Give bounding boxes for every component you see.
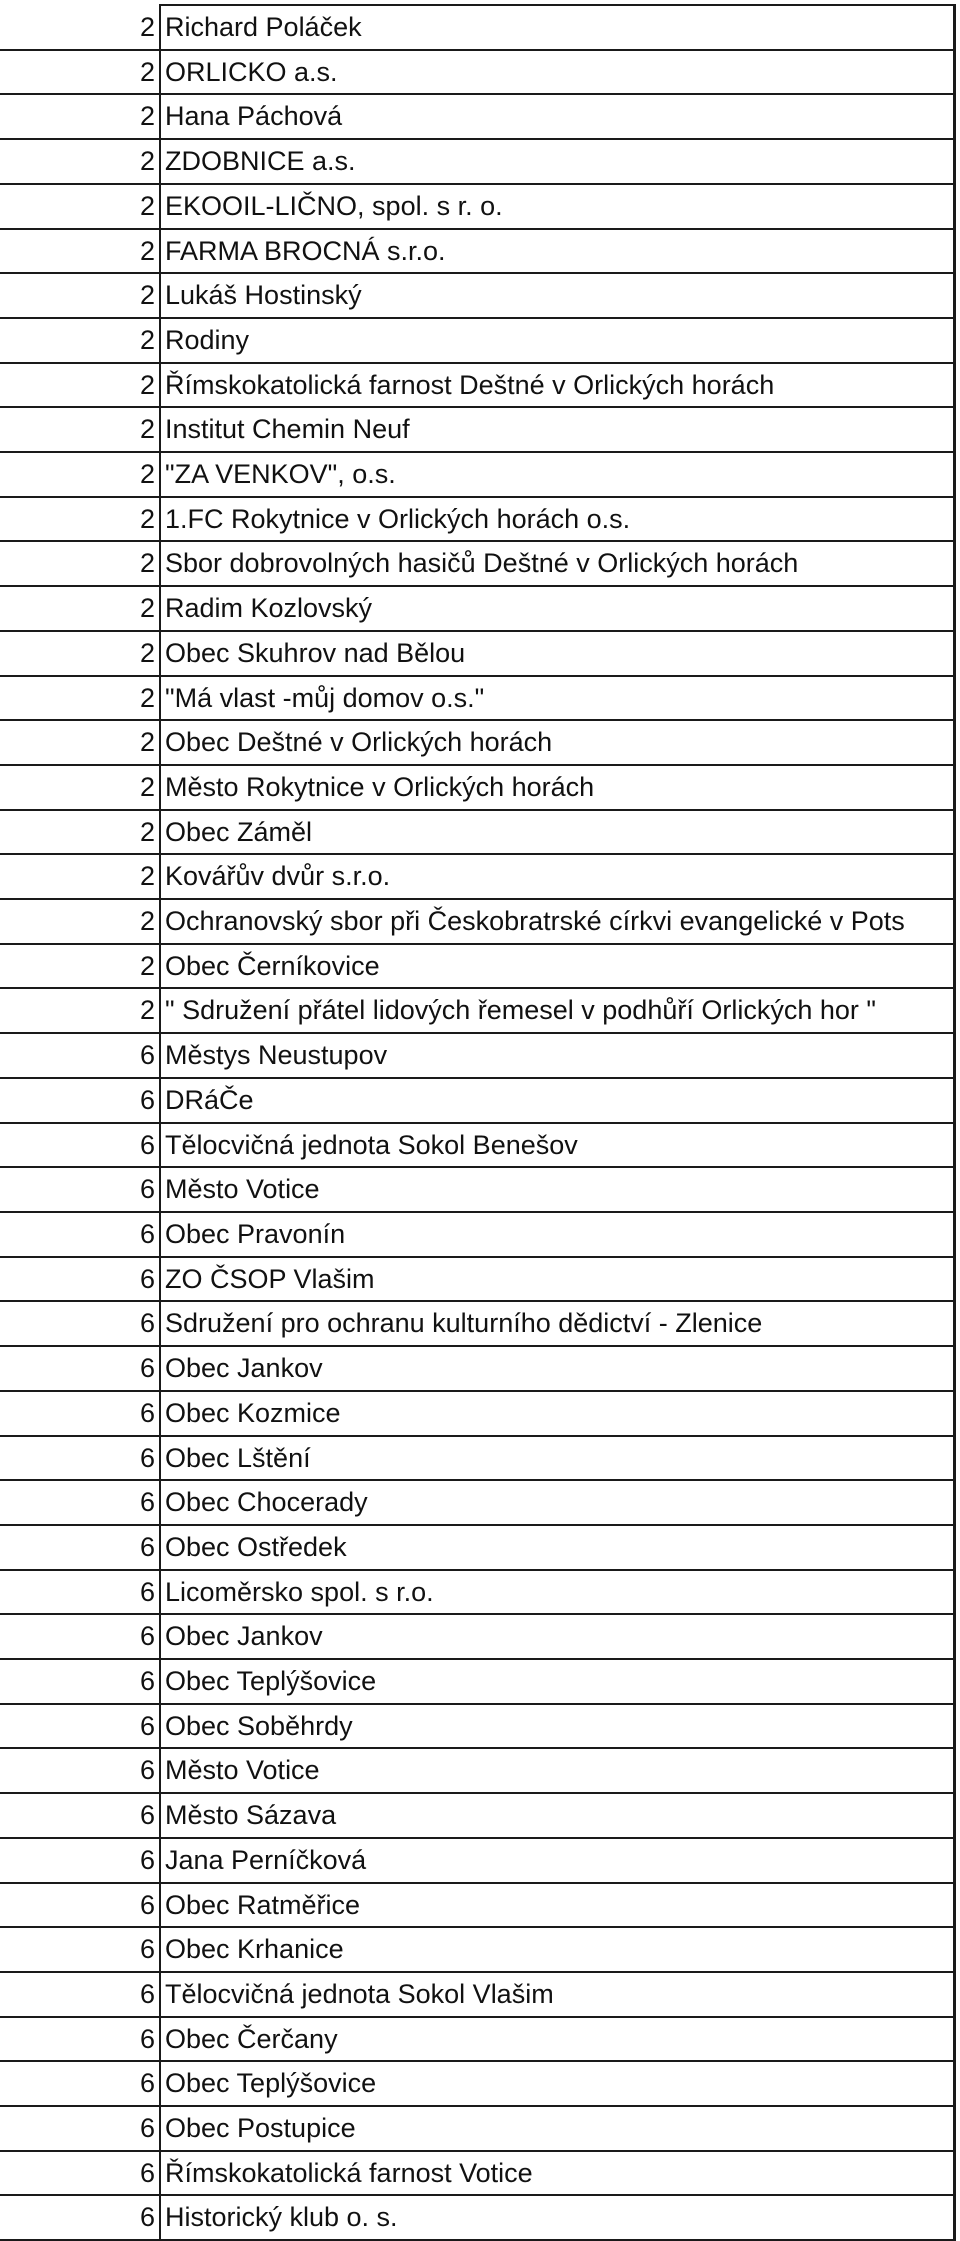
cell-recipient-name[interactable]: Město Votice	[160, 1748, 954, 1793]
cell-recipient-name[interactable]: " Sdružení přátel lidových řemesel v podhůří Orlických hor "	[160, 988, 954, 1033]
table-row	[0, 1301, 954, 1346]
table-row	[0, 497, 954, 542]
table-row	[0, 720, 954, 765]
cell-recipient-name[interactable]: Obec Krhanice	[160, 1927, 954, 1972]
cell-number[interactable]: 2	[0, 631, 160, 676]
table-row	[0, 810, 954, 855]
cell-number[interactable]: 6	[0, 1436, 160, 1481]
table-row	[0, 1972, 954, 2017]
table-row	[0, 1883, 954, 1928]
table-row	[0, 676, 954, 721]
table-row	[0, 899, 954, 944]
cell-number[interactable]: 6	[0, 1033, 160, 1078]
cell-number[interactable]: 6	[0, 1078, 160, 1123]
table-row	[0, 2017, 954, 2062]
cell-recipient-name[interactable]: Obec Černíkovice	[160, 944, 954, 989]
cell-number[interactable]: 6	[0, 1346, 160, 1391]
table-row	[0, 1614, 954, 1659]
table-row	[0, 2195, 954, 2240]
cell-recipient-name[interactable]: ORLICKO a.s.	[160, 50, 954, 95]
table-row	[0, 765, 954, 810]
cell-recipient-name[interactable]: Obec Deštné v Orlických horách	[160, 720, 954, 765]
cell-number[interactable]: 6	[0, 1927, 160, 1972]
cell-number[interactable]: 2	[0, 944, 160, 989]
cell-recipient-name[interactable]: Licoměrsko spol. s r.o.	[160, 1570, 954, 1615]
cell-recipient-name[interactable]: Obec Skuhrov nad Bělou	[160, 631, 954, 676]
cell-number[interactable]: 6	[0, 1883, 160, 1928]
cell-recipient-name[interactable]: 1.FC Rokytnice v Orlických horách o.s.	[160, 497, 954, 542]
cell-number[interactable]: 2	[0, 318, 160, 363]
cell-recipient-name[interactable]: Obec Soběhrdy	[160, 1704, 954, 1749]
cell-recipient-name[interactable]: Institut Chemin Neuf	[160, 407, 954, 452]
cell-recipient-name[interactable]: Historický klub o. s.	[160, 2195, 954, 2240]
cell-number[interactable]: 2	[0, 452, 160, 497]
cell-recipient-name[interactable]: Obec Teplýšovice	[160, 2061, 954, 2106]
cell-number[interactable]: 2	[0, 586, 160, 631]
cell-number[interactable]: 2	[0, 497, 160, 542]
table-row	[0, 363, 954, 408]
cell-number[interactable]: 6	[0, 2061, 160, 2106]
cell-recipient-name[interactable]: Sbor dobrovolných hasičů Deštné v Orlických horách	[160, 541, 954, 586]
cell-recipient-name[interactable]: Tělocvičná jednota Sokol Vlašim	[160, 1972, 954, 2017]
table-row	[0, 1659, 954, 1704]
table-row	[0, 5, 954, 50]
table-row	[0, 139, 954, 184]
cell-recipient-name[interactable]: Rodiny	[160, 318, 954, 363]
cell-number[interactable]: 6	[0, 1167, 160, 1212]
cell-number[interactable]: 6	[0, 1570, 160, 1615]
table-row	[0, 541, 954, 586]
table-row	[0, 988, 954, 1033]
cell-recipient-name[interactable]: FARMA BROCNÁ s.r.o.	[160, 229, 954, 274]
table-row	[0, 273, 954, 318]
cell-number[interactable]: 2	[0, 720, 160, 765]
table-row	[0, 50, 954, 95]
table-row	[0, 1480, 954, 1525]
recipients-table	[0, 4, 956, 2241]
table-row	[0, 1704, 954, 1749]
cell-recipient-name[interactable]: Římskokatolická farnost Deštné v Orlických horách	[160, 363, 954, 408]
table-row	[0, 1570, 954, 1615]
cell-number[interactable]: 6	[0, 2195, 160, 2240]
cell-recipient-name[interactable]: Městys Neustupov	[160, 1033, 954, 1078]
cell-number[interactable]: 2	[0, 229, 160, 274]
cell-recipient-name[interactable]: "ZA VENKOV", o.s.	[160, 452, 954, 497]
cell-recipient-name[interactable]: "Má vlast -můj domov o.s."	[160, 676, 954, 721]
cell-number[interactable]: 2	[0, 273, 160, 318]
cell-recipient-name[interactable]: Sdružení pro ochranu kulturního dědictví - Zlenice	[160, 1301, 954, 1346]
cell-number[interactable]: 2	[0, 50, 160, 95]
table-row	[0, 1257, 954, 1302]
cell-recipient-name[interactable]: Obec Čerčany	[160, 2017, 954, 2062]
cell-number[interactable]: 2	[0, 5, 160, 50]
cell-number[interactable]: 6	[0, 1972, 160, 2017]
cell-number[interactable]: 6	[0, 1123, 160, 1168]
table-row	[0, 94, 954, 139]
cell-number[interactable]: 6	[0, 1704, 160, 1749]
cell-number[interactable]: 6	[0, 2151, 160, 2196]
cell-number[interactable]: 2	[0, 810, 160, 855]
cell-recipient-name[interactable]: Obec Jankov	[160, 1614, 954, 1659]
cell-number[interactable]: 6	[0, 1525, 160, 1570]
table-row	[0, 407, 954, 452]
cell-recipient-name[interactable]: Město Rokytnice v Orlických horách	[160, 765, 954, 810]
cell-number[interactable]: 6	[0, 1838, 160, 1883]
table-row	[0, 1927, 954, 1972]
table-row	[0, 1525, 954, 1570]
cell-recipient-name[interactable]: Obec Teplýšovice	[160, 1659, 954, 1704]
table-row	[0, 1123, 954, 1168]
cell-recipient-name[interactable]: Obec Jankov	[160, 1346, 954, 1391]
cell-number[interactable]: 2	[0, 765, 160, 810]
cell-recipient-name[interactable]: Obec Pravonín	[160, 1212, 954, 1257]
cell-number[interactable]: 6	[0, 1212, 160, 1257]
cell-number[interactable]: 2	[0, 541, 160, 586]
cell-recipient-name[interactable]: Obec Postupice	[160, 2106, 954, 2151]
table-row	[0, 2151, 954, 2196]
cell-recipient-name[interactable]: ZDOBNICE a.s.	[160, 139, 954, 184]
cell-number[interactable]: 2	[0, 854, 160, 899]
cell-number[interactable]: 6	[0, 2017, 160, 2062]
cell-number[interactable]: 6	[0, 1793, 160, 1838]
cell-number[interactable]: 2	[0, 184, 160, 229]
cell-recipient-name[interactable]: Obec Záměl	[160, 810, 954, 855]
cell-recipient-name[interactable]: Radim Kozlovský	[160, 586, 954, 631]
cell-recipient-name[interactable]: Tělocvičná jednota Sokol Benešov	[160, 1123, 954, 1168]
table-row	[0, 1346, 954, 1391]
cell-number[interactable]: 2	[0, 407, 160, 452]
cell-recipient-name[interactable]: Obec Chocerady	[160, 1480, 954, 1525]
cell-recipient-name[interactable]: DRáČe	[160, 1078, 954, 1123]
table-row	[0, 1391, 954, 1436]
table-row	[0, 318, 954, 363]
cell-recipient-name[interactable]: Jana Perníčková	[160, 1838, 954, 1883]
cell-recipient-name[interactable]: Ochranovský sbor při Českobratrské církvi evangelické v Pots	[160, 899, 954, 944]
table-body	[0, 5, 954, 2240]
table-row	[0, 1748, 954, 1793]
cell-number[interactable]: 2	[0, 139, 160, 184]
cell-recipient-name[interactable]: Lukáš Hostinský	[160, 273, 954, 318]
table-row	[0, 2061, 954, 2106]
cell-number[interactable]: 2	[0, 988, 160, 1033]
cell-number[interactable]: 6	[0, 2106, 160, 2151]
table-row	[0, 1167, 954, 1212]
cell-number[interactable]: 2	[0, 676, 160, 721]
cell-number[interactable]: 2	[0, 94, 160, 139]
cell-recipient-name[interactable]: Richard Poláček	[160, 5, 954, 50]
cell-number[interactable]: 6	[0, 1614, 160, 1659]
cell-number[interactable]: 2	[0, 899, 160, 944]
cell-recipient-name[interactable]: Obec Ratměřice	[160, 1883, 954, 1928]
table-row	[0, 184, 954, 229]
table-row	[0, 2106, 954, 2151]
table-row	[0, 1838, 954, 1883]
cell-number[interactable]: 6	[0, 1659, 160, 1704]
table-row	[0, 1212, 954, 1257]
table-row	[0, 854, 954, 899]
cell-recipient-name[interactable]: Hana Páchová	[160, 94, 954, 139]
cell-recipient-name[interactable]: Obec Kozmice	[160, 1391, 954, 1436]
cell-recipient-name[interactable]: Římskokatolická farnost Votice	[160, 2151, 954, 2196]
table-row	[0, 1793, 954, 1838]
table-row	[0, 229, 954, 274]
table-row	[0, 1078, 954, 1123]
table-row	[0, 1033, 954, 1078]
table-row	[0, 631, 954, 676]
cell-recipient-name[interactable]: Obec Ostředek	[160, 1525, 954, 1570]
cell-recipient-name[interactable]: EKOOIL-LIČNO, spol. s r. o.	[160, 184, 954, 229]
cell-recipient-name[interactable]: Kovářův dvůr s.r.o.	[160, 854, 954, 899]
cell-number[interactable]: 6	[0, 1480, 160, 1525]
cell-number[interactable]: 6	[0, 1257, 160, 1302]
cell-recipient-name[interactable]: Město Votice	[160, 1167, 954, 1212]
table-row	[0, 1436, 954, 1481]
cell-recipient-name[interactable]: Obec Lštění	[160, 1436, 954, 1481]
cell-number[interactable]: 6	[0, 1391, 160, 1436]
cell-number[interactable]: 2	[0, 363, 160, 408]
table-row	[0, 452, 954, 497]
table-row	[0, 586, 954, 631]
cell-number[interactable]: 6	[0, 1301, 160, 1346]
table-row	[0, 944, 954, 989]
cell-recipient-name[interactable]: ZO ČSOP Vlašim	[160, 1257, 954, 1302]
cell-recipient-name[interactable]: Město Sázava	[160, 1793, 954, 1838]
cell-number[interactable]: 6	[0, 1748, 160, 1793]
